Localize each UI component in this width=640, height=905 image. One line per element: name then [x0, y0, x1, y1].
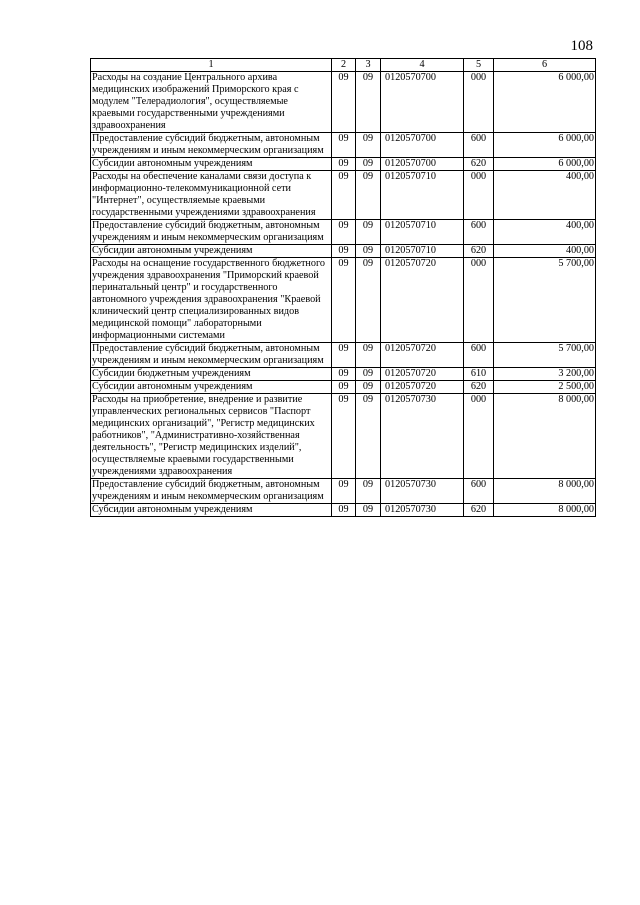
expense-type-cell: 600 [464, 479, 494, 504]
section-code-cell: 09 [332, 504, 356, 517]
table-row [91, 72, 596, 133]
subsection-code-cell: 09 [356, 220, 381, 245]
amount-cell: 3 200,00 [494, 368, 596, 381]
amount-cell: 6 000,00 [494, 158, 596, 171]
amount-cell: 5 700,00 [494, 343, 596, 368]
expense-type-cell: 000 [464, 258, 494, 343]
expense-type-cell: 600 [464, 133, 494, 158]
expense-type-cell: 610 [464, 368, 494, 381]
expense-name-cell: Субсидии автономным учреждениям [91, 245, 332, 258]
expense-type-cell: 620 [464, 158, 494, 171]
amount-cell: 8 000,00 [494, 479, 596, 504]
subsection-code-cell: 09 [356, 258, 381, 343]
amount-cell: 400,00 [494, 245, 596, 258]
expense-type-cell: 620 [464, 245, 494, 258]
header-cell-4: 4 [381, 59, 464, 72]
table-row [91, 220, 596, 245]
expense-type-cell: 620 [464, 381, 494, 394]
subsection-code-cell: 09 [356, 381, 381, 394]
expense-type-cell: 000 [464, 72, 494, 133]
section-code-cell: 09 [332, 479, 356, 504]
expense-name-cell: Предоставление субсидий бюджетным, автономным учреждениям и иным некоммерческим организациям [91, 220, 332, 245]
amount-cell: 400,00 [494, 171, 596, 220]
amount-cell: 2 500,00 [494, 381, 596, 394]
table-row [91, 394, 596, 479]
subsection-code-cell: 09 [356, 368, 381, 381]
expense-type-cell: 000 [464, 394, 494, 479]
target-article-cell: 0120570730 [381, 504, 464, 517]
subsection-code-cell: 09 [356, 394, 381, 479]
expense-name-cell: Расходы на приобретение, внедрение и развитие управленческих региональных сервисов "Паспорт медицинских организаций", "Регистр медицинских работников", "Административно-хозяйственная деятельность", "Регистр медицинских изделий", осуществляемые краевыми государственными учреждениями здравоохранения [91, 394, 332, 479]
expense-type-cell: 000 [464, 171, 494, 220]
target-article-cell: 0120570700 [381, 133, 464, 158]
header-cell-3: 3 [356, 59, 381, 72]
target-article-cell: 0120570720 [381, 368, 464, 381]
section-code-cell: 09 [332, 258, 356, 343]
subsection-code-cell: 09 [356, 171, 381, 220]
amount-cell: 5 700,00 [494, 258, 596, 343]
amount-cell: 400,00 [494, 220, 596, 245]
expense-name-cell: Субсидии бюджетным учреждениям [91, 368, 332, 381]
table-row [91, 133, 596, 158]
expense-type-cell: 600 [464, 343, 494, 368]
amount-cell: 6 000,00 [494, 133, 596, 158]
section-code-cell: 09 [332, 368, 356, 381]
subsection-code-cell: 09 [356, 245, 381, 258]
subsection-code-cell: 09 [356, 504, 381, 517]
header-cell-6: 6 [494, 59, 596, 72]
table-row [91, 245, 596, 258]
amount-cell: 6 000,00 [494, 72, 596, 133]
table-header [91, 59, 596, 72]
section-code-cell: 09 [332, 171, 356, 220]
table-row [91, 381, 596, 394]
subsection-code-cell: 09 [356, 479, 381, 504]
expense-type-cell: 600 [464, 220, 494, 245]
expense-name-cell: Расходы на создание Центрального архива медицинских изображений Приморского края с модулем "Телерадиология", осуществляемые краевыми государственными учреждениями здравоохранения [91, 72, 332, 133]
expense-name-cell: Расходы на обеспечение каналами связи доступа к информационно-телекоммуникационной сети "Интернет", осуществляемые краевыми государственными учреждениями здравоохранения [91, 171, 332, 220]
target-article-cell: 0120570720 [381, 381, 464, 394]
section-code-cell: 09 [332, 381, 356, 394]
subsection-code-cell: 09 [356, 72, 381, 133]
table-row [91, 258, 596, 343]
target-article-cell: 0120570720 [381, 343, 464, 368]
table-row [91, 343, 596, 368]
section-code-cell: 09 [332, 133, 356, 158]
table-row [91, 158, 596, 171]
expense-name-cell: Предоставление субсидий бюджетным, автономным учреждениям и иным некоммерческим организациям [91, 133, 332, 158]
expense-name-cell: Расходы на оснащение государственного бюджетного учреждения здравоохранения "Приморский краевой перинатальный центр" и государственного автономного учреждения здравоохранения "Краевой клинический центр специализированных видов медицинской помощи" лабораторными информационными системами [91, 258, 332, 343]
expense-name-cell: Субсидии автономным учреждениям [91, 158, 332, 171]
section-code-cell: 09 [332, 394, 356, 479]
budget-table [90, 58, 596, 517]
target-article-cell: 0120570700 [381, 72, 464, 133]
subsection-code-cell: 09 [356, 343, 381, 368]
section-code-cell: 09 [332, 343, 356, 368]
target-article-cell: 0120570710 [381, 171, 464, 220]
table-row [91, 368, 596, 381]
header-cell-5: 5 [464, 59, 494, 72]
section-code-cell: 09 [332, 158, 356, 171]
header-cell-2: 2 [332, 59, 356, 72]
table-row [91, 479, 596, 504]
target-article-cell: 0120570710 [381, 245, 464, 258]
header-row [91, 59, 596, 72]
section-code-cell: 09 [332, 72, 356, 133]
section-code-cell: 09 [332, 245, 356, 258]
table-body [91, 72, 596, 517]
target-article-cell: 0120570730 [381, 394, 464, 479]
expense-name-cell: Предоставление субсидий бюджетным, автономным учреждениям и иным некоммерческим организациям [91, 343, 332, 368]
expense-name-cell: Субсидии автономным учреждениям [91, 504, 332, 517]
page-number: 108 [570, 38, 593, 54]
expense-name-cell: Субсидии автономным учреждениям [91, 381, 332, 394]
expense-name-cell: Предоставление субсидий бюджетным, автономным учреждениям и иным некоммерческим организациям [91, 479, 332, 504]
table-row [91, 504, 596, 517]
section-code-cell: 09 [332, 220, 356, 245]
amount-cell: 8 000,00 [494, 394, 596, 479]
target-article-cell: 0120570700 [381, 158, 464, 171]
subsection-code-cell: 09 [356, 133, 381, 158]
subsection-code-cell: 09 [356, 158, 381, 171]
header-cell-1: 1 [91, 59, 332, 72]
target-article-cell: 0120570720 [381, 258, 464, 343]
amount-cell: 8 000,00 [494, 504, 596, 517]
expense-type-cell: 620 [464, 504, 494, 517]
target-article-cell: 0120570710 [381, 220, 464, 245]
table-row [91, 171, 596, 220]
target-article-cell: 0120570730 [381, 479, 464, 504]
